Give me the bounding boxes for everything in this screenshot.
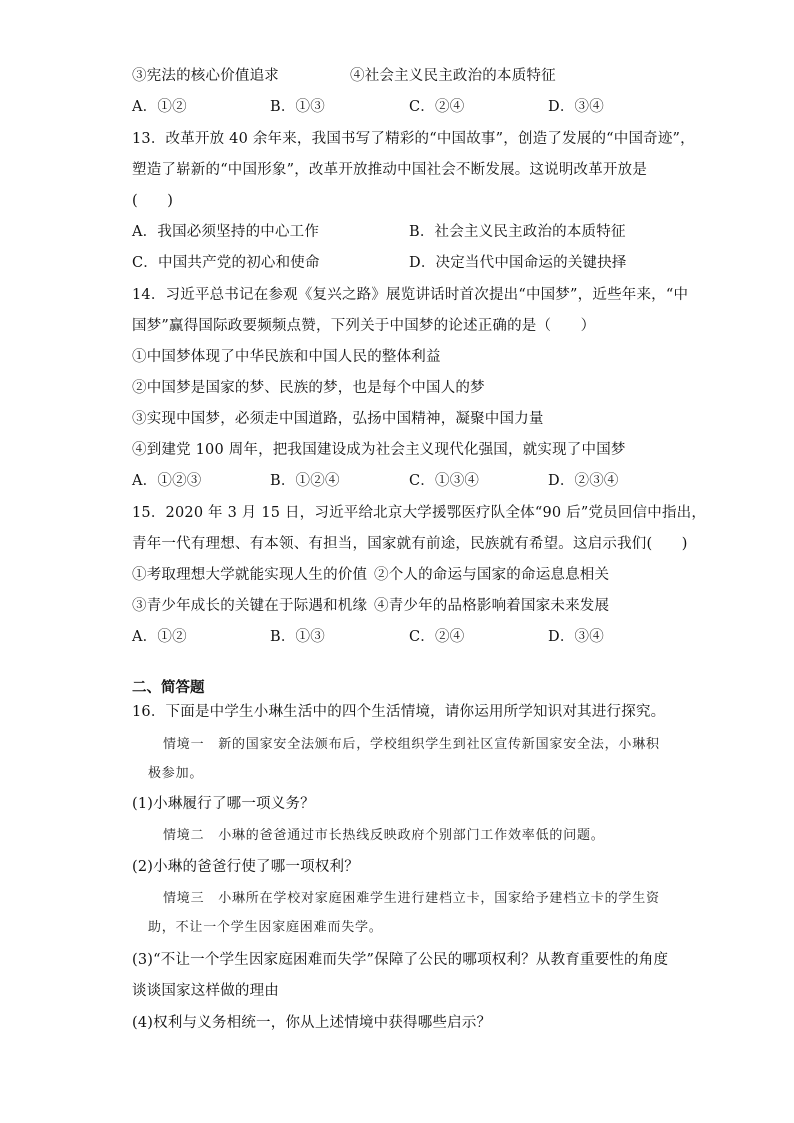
q12-item-4: ④社会主义民主政治的本质特征 <box>350 68 556 84</box>
q13-option-a: A．我国必须坚持的中心工作 <box>132 224 320 240</box>
q14-stem-line-1: 14．习近平总书记在参观《复兴之路》展览讲话时首次提出“中国梦”，近些年来，“中 <box>132 287 689 303</box>
q14-option-d: D．②③④ <box>548 473 619 489</box>
q13-stem-line-2: 塑造了崭新的“中国形象”，改革开放推动中国社会不断发展。这说明改革开放是 <box>132 162 648 178</box>
q16-question-4: (4)权利与义务相统一，你从上述情境中获得哪些启示？ <box>132 1015 492 1031</box>
q16-question-2: (2)小琳的爸爸行使了哪一项权利？ <box>132 859 359 875</box>
q16-scenario-1-line-1: 情境一 新的国家安全法颁布后，学校组织学生到社区宣传新国家安全法，小琳积 <box>163 737 660 752</box>
q12-item-3: ③宪法的核心价值追求 <box>132 68 279 84</box>
q13-answer-blank: ( ) <box>132 193 174 209</box>
q15-option-b: B．①③ <box>270 629 325 645</box>
q14-option-c: C．①③④ <box>409 473 480 489</box>
q16-scenario-3-line-1: 情境三 小琳所在学校对家庭困难学生进行建档立卡，国家给予建档立卡的学生资 <box>163 891 660 906</box>
q16-scenario-3-line-2: 助，不让一个学生因家庭困难而失学。 <box>148 920 383 935</box>
q15-option-d: D．③④ <box>548 629 604 645</box>
q12-option-b: B．①③ <box>270 99 325 115</box>
q15-stem-line-1: 15．2020 年 3 月 15 日，习近平给北京大学援鄂医疗队全体“90 后”党员回信中指出， <box>132 505 707 521</box>
q16-question-3-line-1: (3)“不让一个学生因家庭困难而失学”保障了公民的哪项权利？从教育重要性的角度 <box>132 952 669 968</box>
q14-item-3: ③实现中国梦，必须走中国道路，弘扬中国精神，凝聚中国力量 <box>132 411 544 427</box>
q14-item-1: ①中国梦体现了中华民族和中国人民的整体利益 <box>132 349 441 365</box>
q13-option-d: D．决定当代中国命运的关键抉择 <box>409 255 627 271</box>
q13-option-c: C．中国共产党的初心和使命 <box>132 255 320 271</box>
q15-option-c: C．②④ <box>409 629 465 645</box>
section-heading: 二、简答题 <box>132 680 205 696</box>
q14-item-4: ④到建党 100 周年，把我国建设成为社会主义现代化强国，就实现了中国梦 <box>132 442 626 458</box>
q13-stem-line-1: 13．改革开放 40 余年来，我国书写了精彩的“中国故事”，创造了发展的“中国奇迹”， <box>132 131 695 147</box>
q16-question-3-line-2: 谈谈国家这样做的理由 <box>132 983 279 999</box>
q16-scenario-1-line-2: 极参加。 <box>148 766 204 781</box>
q12-choice-line <box>132 66 556 86</box>
q12-option-a: A．①② <box>132 99 187 115</box>
q13-option-b: B．社会主义民主政治的本质特征 <box>409 224 626 240</box>
q15-option-a: A．①② <box>132 629 187 645</box>
q15-item-4: ④青少年的品格影响着国家未来发展 <box>374 598 610 614</box>
q14-stem-line-2: 国梦”赢得国际政要频频点赞，下列关于中国梦的论述正确的是（ ） <box>132 318 596 334</box>
q16-scenario-2: 情境二 小琳的爸爸通过市长热线反映政府个别部门工作效率低的问题。 <box>163 828 605 843</box>
q14-item-2: ②中国梦是国家的梦、民族的梦，也是每个中国人的梦 <box>132 380 485 396</box>
q16-intro: 16．下面是中学生小琳生活中的四个生活情境，请你运用所学知识对其进行探究。 <box>132 704 666 720</box>
q12-option-d: D．③④ <box>548 99 604 115</box>
q15-item-1: ①考取理想大学就能实现人生的价值 <box>132 567 368 583</box>
q15-item-3: ③青少年成长的关键在于际遇和机缘 <box>132 598 368 614</box>
q14-option-a: A．①②③ <box>132 473 202 489</box>
q15-stem-line-2: 青年一代有理想、有本领、有担当，国家就有前途，民族就有希望。这启示我们( ) <box>132 536 688 552</box>
q16-question-1: (1)小琳履行了哪一项义务？ <box>132 796 315 812</box>
q14-option-b: B．①②④ <box>270 473 340 489</box>
q12-option-c: C．②④ <box>409 99 465 115</box>
q15-item-2: ②个人的命运与国家的命运息息相关 <box>374 567 610 583</box>
